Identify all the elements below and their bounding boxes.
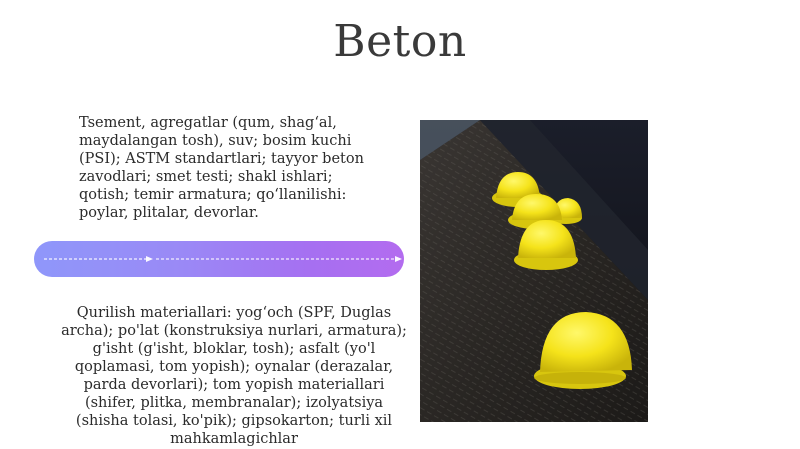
building-materials-description: Qurilish materiallari: yog‘och (SPF, Duglas archa); po'lat (konstruksiya nurlari, armatura); g'isht (g'isht, bloklar, tosh); asfalt (yo'l qoplamasi, tom yopish); oynalar (derazalar, parda devorlari); tom yopish materiallari (shifer, plitka, membranalar); izolyatsiya (shisha tolasi, ko'pik); gipsokarton; turli xil mahkamlagichlar — [61, 305, 407, 447]
dotted-arrow-icon — [34, 241, 404, 277]
yellow-hard-hats-photo — [420, 120, 648, 422]
decorative-arrow-bar — [34, 241, 404, 277]
concrete-description: Tsement, agregatlar (qum, shag‘al, maydalangan tosh), suv; bosim kuchi (PSI); ASTM standartlari; tayyor beton zavodlari; smet testi; shakl ishlari; qotish; temir armatura; qo‘llanilishi: poylar, plitalar, devorlar. — [79, 115, 364, 221]
slide-title: Beton — [333, 16, 467, 67]
